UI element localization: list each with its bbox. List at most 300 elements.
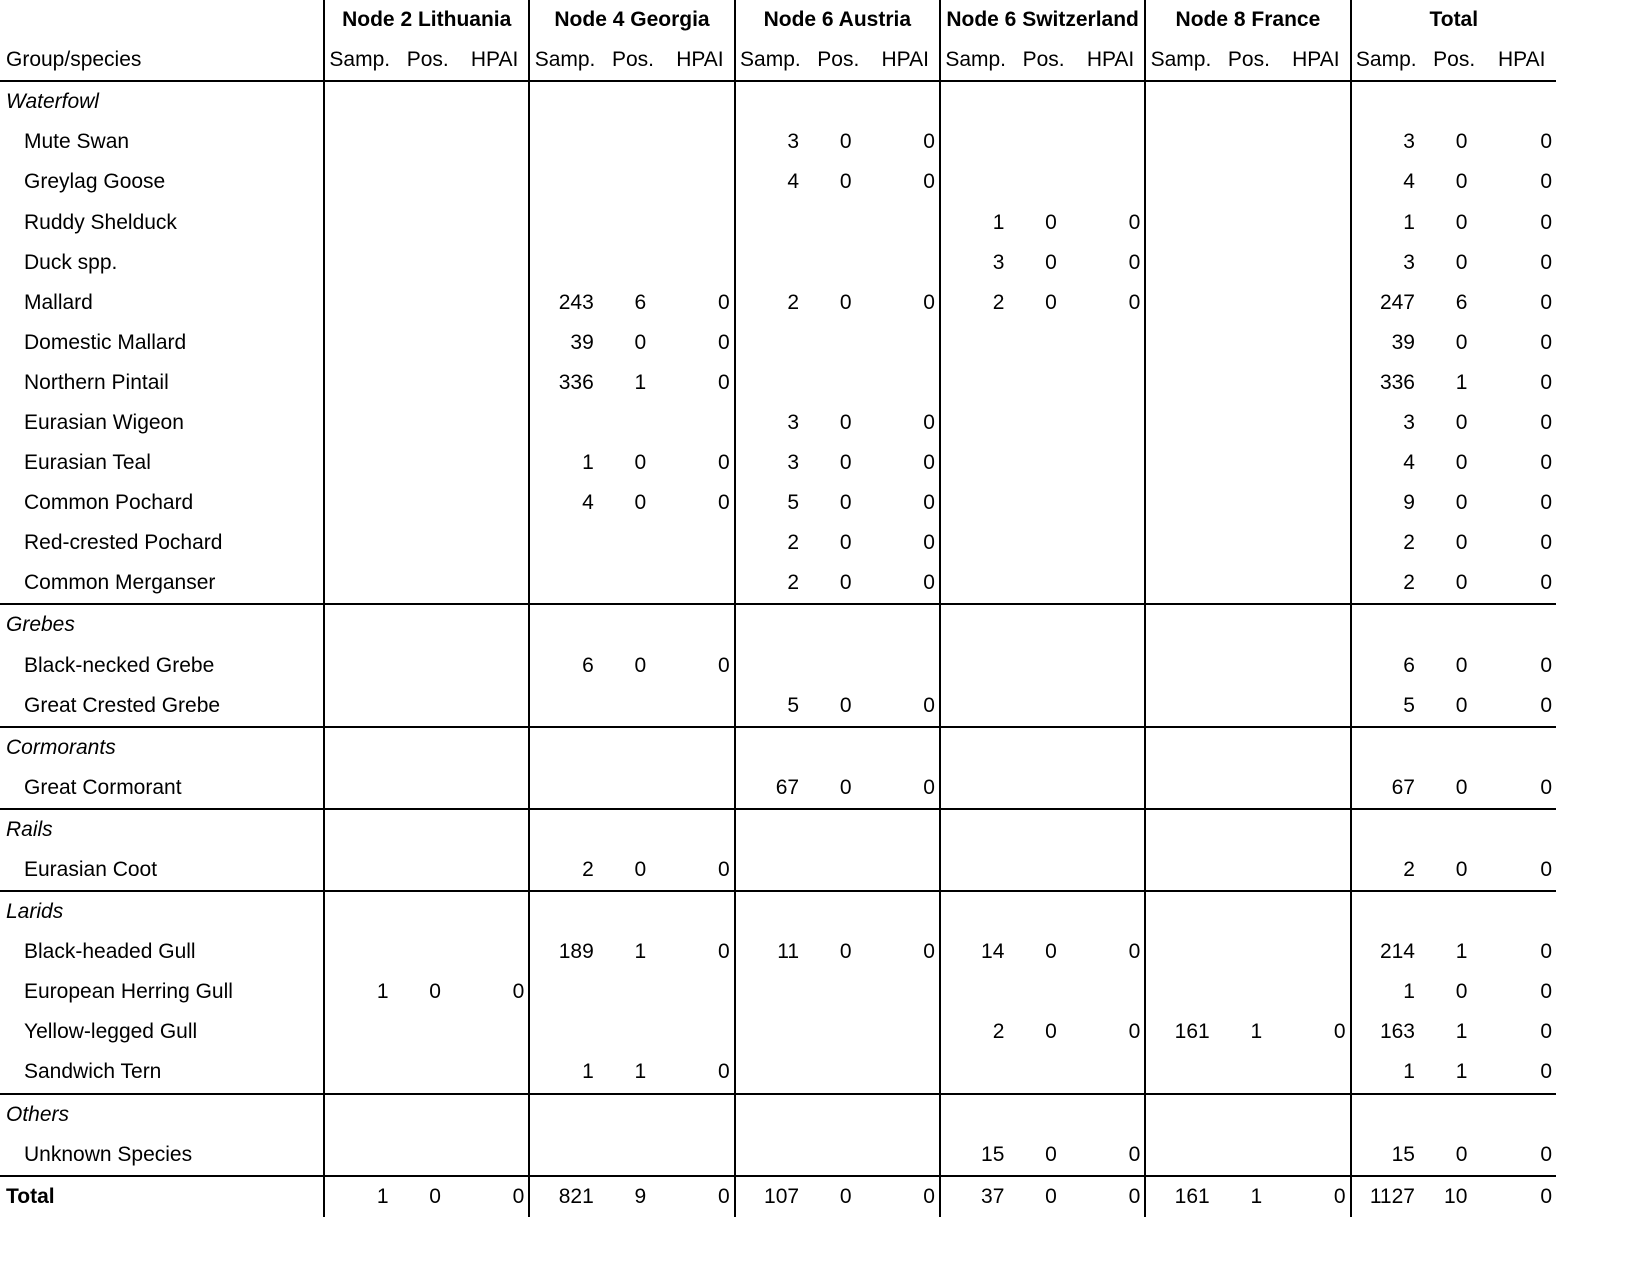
cell-hpai: 0 <box>872 563 940 604</box>
cell-samp <box>529 1012 599 1052</box>
cell-hpai <box>872 243 940 283</box>
cell-pos <box>1216 443 1282 483</box>
cell-samp <box>1145 202 1215 242</box>
cell-hpai <box>1282 1052 1350 1093</box>
cell-hpai <box>1282 202 1350 242</box>
cell-samp: 2 <box>1351 523 1421 563</box>
cell-pos <box>1216 768 1282 809</box>
cell-pos: 0 <box>1455 653 1468 677</box>
cell-pos: 1 <box>634 370 647 394</box>
cell-pos <box>805 1012 871 1052</box>
cell-samp: 2 <box>529 850 599 891</box>
cell-pos: 9 <box>634 1184 647 1208</box>
empty-cell <box>940 81 1010 122</box>
cell-samp <box>940 563 1010 604</box>
cell-samp: 3 <box>735 443 805 483</box>
cell-pos: 0 <box>634 330 647 354</box>
empty-cell <box>324 891 394 932</box>
cell-pos <box>1216 363 1282 403</box>
cell-hpai: 0 <box>872 768 940 809</box>
cell-samp: 3 <box>735 122 805 162</box>
table-row <box>0 443 1556 483</box>
cell-pos: 0 <box>1045 210 1057 234</box>
table-row <box>0 162 1556 202</box>
empty-cell <box>1145 809 1215 850</box>
cell-hpai <box>666 972 734 1012</box>
species-name: Duck spp. <box>24 250 118 274</box>
species-name: Eurasian Teal <box>24 451 151 475</box>
cell-hpai <box>461 403 529 443</box>
empty-cell <box>735 81 805 122</box>
cell-hpai: 0 <box>1540 130 1552 154</box>
cell-hpai <box>461 686 529 727</box>
cell-samp: 14 <box>940 932 1010 972</box>
cell-pos <box>395 1012 461 1052</box>
group-row <box>0 604 1556 645</box>
cell-pos <box>805 1052 871 1093</box>
cell-pos <box>395 403 461 443</box>
empty-cell <box>805 81 871 122</box>
cell-hpai <box>1282 972 1350 1012</box>
cell-hpai <box>666 1135 734 1176</box>
cell-hpai: 0 <box>1540 491 1552 515</box>
empty-cell <box>872 809 940 850</box>
cell-samp <box>1145 850 1215 891</box>
cell-pos <box>1010 443 1076 483</box>
cell-pos: 1 <box>1455 370 1468 394</box>
cell-pos: 0 <box>1045 250 1057 274</box>
cell-hpai: 0 <box>923 1184 935 1208</box>
cell-pos: 0 <box>634 451 647 475</box>
group-name: Rails <box>6 817 53 841</box>
cell-pos: 0 <box>1045 290 1057 314</box>
sub-header-samp: Samp. <box>735 40 805 81</box>
cell-pos: 0 <box>634 491 647 515</box>
cell-pos: 0 <box>429 980 441 1004</box>
cell-hpai: 0 <box>717 451 730 475</box>
sub-header-samp: Samp. <box>940 40 1010 81</box>
cell-samp <box>324 403 394 443</box>
cell-samp <box>1145 162 1215 202</box>
cell-samp <box>1145 563 1215 604</box>
cell-pos <box>600 768 666 809</box>
cell-hpai: 0 <box>717 330 730 354</box>
empty-cell <box>600 809 666 850</box>
cell-pos <box>1216 686 1282 727</box>
cell-samp: 243 <box>529 283 599 323</box>
cell-samp: 3 <box>1351 122 1421 162</box>
empty-cell <box>805 604 871 645</box>
empty-cell <box>666 1094 734 1135</box>
cell-hpai <box>461 122 529 162</box>
cell-hpai <box>1077 850 1145 891</box>
table-row <box>0 403 1556 443</box>
cell-hpai <box>1077 523 1145 563</box>
cell-samp: 15 <box>940 1135 1010 1176</box>
cell-pos: 0 <box>839 290 852 314</box>
cell-samp <box>324 122 394 162</box>
cell-pos: 0 <box>839 491 852 515</box>
empty-cell <box>1351 727 1421 768</box>
cell-samp <box>1145 283 1215 323</box>
empty-cell <box>1010 1094 1076 1135</box>
cell-hpai: 0 <box>512 1184 525 1208</box>
empty-cell <box>666 727 734 768</box>
cell-samp <box>940 122 1010 162</box>
cell-hpai: 0 <box>1128 210 1141 234</box>
cell-pos: 0 <box>1455 980 1468 1004</box>
cell-samp: 1 <box>529 1052 599 1093</box>
species-name: Yellow-legged Gull <box>24 1020 198 1044</box>
cell-samp <box>1145 768 1215 809</box>
cell-hpai <box>1282 403 1350 443</box>
cell-samp <box>324 483 394 523</box>
cell-hpai <box>1282 243 1350 283</box>
cell-samp <box>324 202 394 242</box>
cell-hpai <box>872 646 940 686</box>
cell-hpai: 0 <box>1540 290 1552 314</box>
cell-pos: 0 <box>634 653 647 677</box>
empty-cell <box>1145 727 1215 768</box>
empty-cell <box>1421 1094 1487 1135</box>
cell-samp: 3 <box>940 243 1010 283</box>
species-name: Eurasian Wigeon <box>24 410 184 434</box>
cell-samp <box>1145 403 1215 443</box>
species-name: European Herring Gull <box>24 980 233 1004</box>
cell-samp <box>529 403 599 443</box>
sub-header-pos: Pos. <box>1433 48 1476 72</box>
table-row <box>0 202 1556 242</box>
empty-cell <box>1145 891 1215 932</box>
sub-header-samp: Samp. <box>529 40 599 81</box>
cell-pos: 1 <box>1250 1020 1263 1044</box>
cell-pos <box>805 323 871 363</box>
cell-samp <box>324 523 394 563</box>
cell-pos <box>1010 403 1076 443</box>
cell-pos: 0 <box>1045 940 1057 964</box>
cell-samp <box>324 1012 394 1052</box>
cell-samp <box>529 243 599 283</box>
cell-hpai: 0 <box>717 940 730 964</box>
cell-pos: 0 <box>1455 170 1468 194</box>
cell-hpai: 0 <box>1128 1184 1141 1208</box>
cell-samp: 1 <box>529 443 599 483</box>
empty-cell <box>1145 604 1215 645</box>
cell-samp <box>1145 483 1215 523</box>
cell-pos <box>805 363 871 403</box>
cell-samp <box>735 850 805 891</box>
cell-hpai <box>1077 972 1145 1012</box>
empty-cell <box>1282 809 1350 850</box>
cell-pos: 0 <box>600 850 666 891</box>
cell-samp <box>324 323 394 363</box>
cell-pos <box>1216 323 1282 363</box>
cell-samp <box>940 403 1010 443</box>
cell-hpai: 0 <box>1333 1020 1346 1044</box>
empty-cell <box>1487 891 1556 932</box>
cell-samp <box>940 972 1010 1012</box>
group-name: Grebes <box>6 613 75 637</box>
empty-cell <box>1487 81 1556 122</box>
cell-samp: 189 <box>529 932 599 972</box>
cell-samp <box>1145 972 1215 1012</box>
node-header-total: Total <box>1351 0 1556 40</box>
cell-hpai: 0 <box>1077 1135 1145 1176</box>
table-row <box>0 243 1556 283</box>
empty-cell <box>1282 81 1350 122</box>
cell-samp <box>529 768 599 809</box>
empty-cell <box>940 809 1010 850</box>
sub-header-pos: Pos. <box>1022 48 1065 72</box>
cell-samp <box>940 363 1010 403</box>
node-header-switzerland: Node 6 Switzerland <box>940 0 1145 40</box>
empty-cell <box>1421 81 1487 122</box>
cell-pos <box>1216 646 1282 686</box>
cell-pos <box>1010 122 1076 162</box>
cell-pos: 0 <box>1455 210 1468 234</box>
cell-samp <box>735 1012 805 1052</box>
empty-cell <box>1351 1094 1421 1135</box>
cell-pos <box>1010 686 1076 727</box>
cell-hpai <box>1077 122 1145 162</box>
empty-cell <box>1282 891 1350 932</box>
empty-cell <box>1077 604 1145 645</box>
cell-samp: 336 <box>1351 363 1421 403</box>
species-name: Black-necked Grebe <box>24 653 215 677</box>
empty-cell <box>600 604 666 645</box>
cell-samp <box>1145 323 1215 363</box>
cell-hpai: 0 <box>1487 1052 1556 1093</box>
empty-cell <box>1145 1094 1215 1135</box>
cell-pos <box>395 523 461 563</box>
cell-hpai <box>1282 162 1350 202</box>
cell-pos <box>600 686 666 727</box>
cell-pos: 6 <box>1455 290 1468 314</box>
cell-hpai: 0 <box>923 940 935 964</box>
empty-cell <box>1282 1094 1350 1135</box>
cell-hpai <box>1077 1052 1145 1093</box>
sub-header-hpai: HPAI <box>1497 48 1546 72</box>
cell-hpai: 0 <box>1128 290 1141 314</box>
sub-header-hpai: HPAI <box>1086 48 1135 72</box>
cell-hpai <box>1077 563 1145 604</box>
cell-hpai <box>461 483 529 523</box>
cell-samp <box>735 972 805 1012</box>
table-row <box>0 686 1556 727</box>
empty-cell <box>666 809 734 850</box>
cell-pos <box>1216 1135 1282 1176</box>
cell-samp <box>1145 122 1215 162</box>
cell-pos: 0 <box>1455 250 1468 274</box>
cell-hpai: 0 <box>1128 250 1141 274</box>
empty-cell <box>395 727 461 768</box>
cell-samp: 4 <box>1351 443 1421 483</box>
cell-samp <box>324 646 394 686</box>
cell-pos <box>1010 162 1076 202</box>
cell-hpai: 0 <box>1540 410 1552 434</box>
cell-pos <box>395 768 461 809</box>
cell-hpai: 0 <box>717 1184 730 1208</box>
cell-hpai <box>872 323 940 363</box>
group-name: Waterfowl <box>6 90 99 114</box>
cell-samp <box>940 323 1010 363</box>
empty-cell <box>1010 727 1076 768</box>
cell-pos: 6 <box>634 290 647 314</box>
cell-pos: 0 <box>1045 1184 1057 1208</box>
table-row <box>0 122 1556 162</box>
cell-pos <box>1010 850 1076 891</box>
cell-hpai: 0 <box>923 531 935 555</box>
cell-pos <box>600 162 666 202</box>
empty-cell <box>1077 809 1145 850</box>
cell-hpai <box>461 646 529 686</box>
cell-pos <box>600 122 666 162</box>
cell-pos: 0 <box>839 531 852 555</box>
cell-hpai: 0 <box>717 653 730 677</box>
sub-header-samp: Samp. <box>1351 40 1421 81</box>
empty-cell <box>529 81 599 122</box>
table-row <box>0 1135 1556 1176</box>
cell-hpai <box>1077 363 1145 403</box>
cell-pos: 1 <box>1421 1052 1487 1093</box>
cell-pos <box>395 202 461 242</box>
empty-cell <box>324 604 394 645</box>
cell-samp: 1 <box>324 1176 394 1217</box>
cell-pos <box>1010 323 1076 363</box>
cell-hpai <box>1077 768 1145 809</box>
cell-pos <box>1010 563 1076 604</box>
cell-pos <box>1216 563 1282 604</box>
cell-samp: 37 <box>940 1176 1010 1217</box>
cell-hpai: 0 <box>666 1052 734 1093</box>
cell-pos <box>395 1052 461 1093</box>
empty-cell <box>461 604 529 645</box>
cell-samp <box>529 523 599 563</box>
cell-samp: 3 <box>1351 243 1421 283</box>
empty-cell <box>1282 727 1350 768</box>
cell-samp <box>324 850 394 891</box>
empty-cell <box>940 1094 1010 1135</box>
cell-hpai <box>872 850 940 891</box>
cell-hpai <box>872 363 940 403</box>
cell-pos: 0 <box>839 1184 852 1208</box>
cell-hpai: 0 <box>1540 370 1552 394</box>
cell-hpai: 0 <box>717 370 730 394</box>
group-name: Cormorants <box>6 735 116 759</box>
cell-hpai <box>1282 363 1350 403</box>
cell-hpai <box>872 1052 940 1093</box>
cell-samp <box>529 1135 599 1176</box>
cell-pos <box>395 1135 461 1176</box>
table-row <box>0 323 1556 363</box>
cell-samp <box>324 363 394 403</box>
cell-hpai <box>1077 162 1145 202</box>
empty-cell <box>805 891 871 932</box>
group-row <box>0 81 1556 122</box>
species-name: Unknown Species <box>0 1135 324 1176</box>
cell-pos <box>1216 483 1282 523</box>
cell-hpai <box>1282 523 1350 563</box>
empty-cell <box>1421 727 1487 768</box>
cell-pos <box>1010 646 1076 686</box>
cell-hpai: 0 <box>1540 210 1552 234</box>
cell-hpai <box>461 1052 529 1093</box>
empty-cell <box>1216 891 1282 932</box>
cell-pos <box>395 932 461 972</box>
cell-pos <box>395 243 461 283</box>
cell-hpai: 0 <box>1540 1020 1552 1044</box>
cell-samp: 39 <box>1351 323 1421 363</box>
table-row <box>0 932 1556 972</box>
table-row <box>0 768 1556 809</box>
cell-samp: 2 <box>940 283 1010 323</box>
empty-cell <box>461 727 529 768</box>
sub-header-samp: Samp. <box>324 40 394 81</box>
cell-samp: 6 <box>1351 646 1421 686</box>
cell-hpai <box>1282 646 1350 686</box>
cell-samp <box>1145 686 1215 727</box>
cell-hpai: 0 <box>1487 1135 1556 1176</box>
table-row <box>0 483 1556 523</box>
cell-pos <box>1216 283 1282 323</box>
cell-samp <box>324 283 394 323</box>
cell-samp <box>529 972 599 1012</box>
empty-cell <box>600 1094 666 1135</box>
group-row <box>0 727 1556 768</box>
empty-cell <box>1487 809 1556 850</box>
cell-pos <box>1216 932 1282 972</box>
species-name: Mallard <box>24 290 93 314</box>
cell-hpai: 0 <box>666 850 734 891</box>
cell-pos: 0 <box>1421 1135 1487 1176</box>
cell-hpai: 0 <box>872 686 940 727</box>
empty-cell <box>1077 81 1145 122</box>
cell-hpai: 0 <box>1333 1184 1346 1208</box>
cell-samp: 5 <box>735 483 805 523</box>
cell-hpai <box>461 162 529 202</box>
empty-cell <box>1351 81 1421 122</box>
table-row <box>0 972 1556 1012</box>
sub-header-pos: Pos. <box>817 48 860 72</box>
empty-cell <box>805 1094 871 1135</box>
cell-hpai <box>666 686 734 727</box>
cell-pos <box>600 403 666 443</box>
cell-pos <box>600 1012 666 1052</box>
cell-samp: 247 <box>1351 283 1421 323</box>
cell-samp: 163 <box>1351 1012 1421 1052</box>
species-name: Red-crested Pochard <box>24 531 223 555</box>
cell-samp: 161 <box>1145 1012 1215 1052</box>
empty-cell <box>735 809 805 850</box>
cell-hpai: 0 <box>1487 563 1556 604</box>
cell-hpai: 0 <box>923 170 935 194</box>
cell-pos <box>395 283 461 323</box>
empty-cell <box>1487 604 1556 645</box>
empty-cell <box>1216 1094 1282 1135</box>
cell-samp <box>1145 443 1215 483</box>
empty-cell <box>324 809 394 850</box>
empty-cell <box>1216 81 1282 122</box>
cell-pos: 0 <box>1421 686 1487 727</box>
cell-pos <box>1216 162 1282 202</box>
species-name: Great Crested Grebe <box>0 686 324 727</box>
table-row <box>0 1052 1556 1093</box>
table-row <box>0 523 1556 563</box>
cell-samp <box>1145 932 1215 972</box>
cell-samp: 39 <box>529 323 599 363</box>
cell-pos <box>1216 403 1282 443</box>
cell-hpai <box>872 1012 940 1052</box>
